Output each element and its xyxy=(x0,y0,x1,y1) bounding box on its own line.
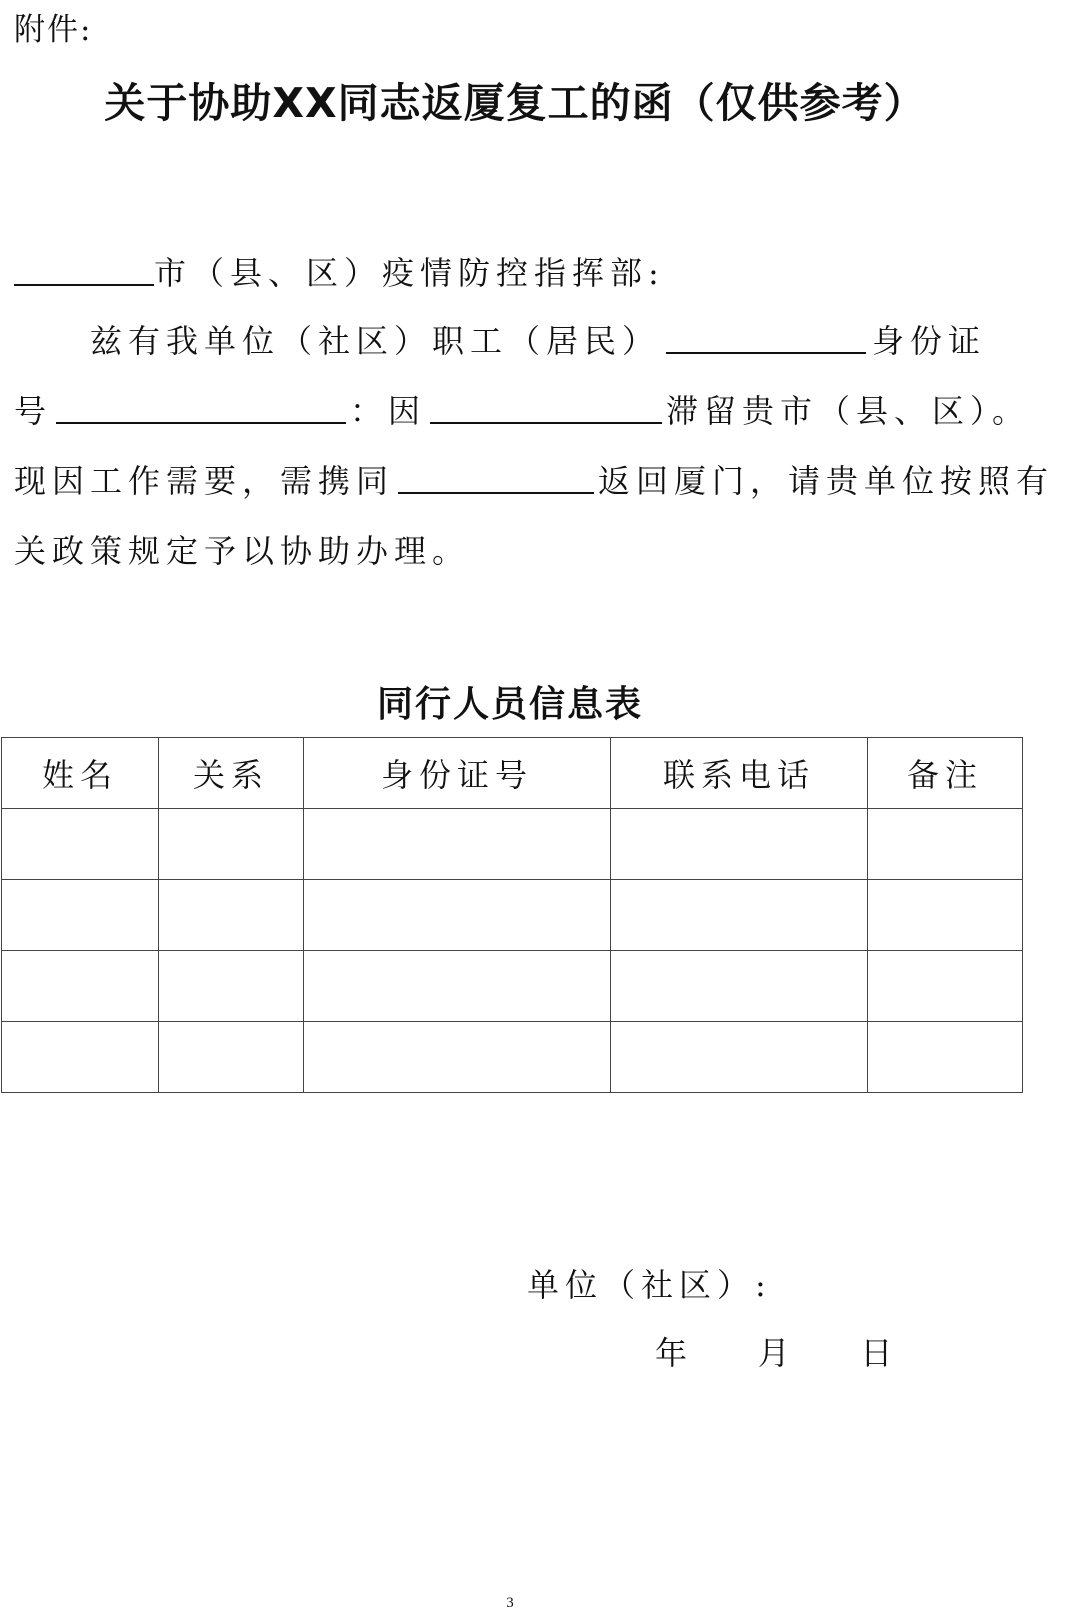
page-number: 3 xyxy=(506,1595,514,1611)
table-title: 同行人员信息表 xyxy=(376,684,643,725)
table-cell[interactable] xyxy=(611,809,868,880)
table-cell[interactable] xyxy=(868,880,1023,951)
body-line-1 xyxy=(90,316,986,362)
header-name: 姓名 xyxy=(2,738,159,809)
attachment-label: 附件: xyxy=(14,12,93,48)
table-cell[interactable] xyxy=(2,1022,159,1093)
signature-unit-label: 单位（社区）: xyxy=(527,1266,772,1304)
body-line-4: 关政策规定予以协助办理。 xyxy=(14,532,471,570)
companion-info-table xyxy=(1,737,1023,1093)
header-remarks: 备注 xyxy=(868,738,1023,809)
blank-companions[interactable] xyxy=(398,462,594,494)
table-row xyxy=(2,809,1023,880)
table-cell[interactable] xyxy=(304,809,611,880)
table-cell[interactable] xyxy=(159,880,304,951)
table-cell[interactable] xyxy=(159,951,304,1022)
blank-id-number[interactable] xyxy=(56,392,346,424)
table-cell[interactable] xyxy=(868,951,1023,1022)
table-cell[interactable] xyxy=(304,1022,611,1093)
table-cell[interactable] xyxy=(159,1022,304,1093)
header-id-number: 身份证号 xyxy=(304,738,611,809)
body-line-3-end: 返回厦门，请贵单位按照有 xyxy=(598,462,1055,500)
table-cell[interactable] xyxy=(304,951,611,1022)
table-row xyxy=(2,880,1023,951)
table-cell[interactable] xyxy=(868,809,1023,880)
header-phone: 联系电话 xyxy=(611,738,868,809)
table-cell[interactable] xyxy=(611,1022,868,1093)
table-cell[interactable] xyxy=(2,880,159,951)
body-line-2 xyxy=(14,386,1030,432)
salutation-text: 市（县、区）疫情防控指挥部: xyxy=(154,254,665,292)
blank-employee-name[interactable] xyxy=(666,322,866,354)
body-line-1-end: 身份证 xyxy=(872,322,987,360)
signature-date-label: 年 月 日 xyxy=(655,1334,899,1372)
body-line-1-start: 兹有我单位（社区）职工（居民） xyxy=(90,322,661,360)
table-cell[interactable] xyxy=(868,1022,1023,1093)
table-cell[interactable] xyxy=(611,951,868,1022)
table-cell[interactable] xyxy=(159,809,304,880)
body-line-2-end: 滞留贵市（县、区）。 xyxy=(666,392,1031,430)
salutation-line xyxy=(14,248,665,294)
table-row xyxy=(2,951,1023,1022)
table-cell[interactable] xyxy=(611,880,868,951)
body-line-2-mid: ：因 xyxy=(350,392,427,430)
table-cell[interactable] xyxy=(2,809,159,880)
blank-reason[interactable] xyxy=(430,392,662,424)
blank-city[interactable] xyxy=(14,254,154,286)
body-line-2-start: 号 xyxy=(14,392,53,430)
table-cell[interactable] xyxy=(304,880,611,951)
page-title: 关于协助XX同志返厦复工的函（仅供参考） xyxy=(104,79,926,127)
table-header-row xyxy=(2,738,1023,809)
table-row xyxy=(2,1022,1023,1093)
body-line-3-start: 现因工作需要，需携同 xyxy=(14,462,395,500)
body-line-3 xyxy=(14,456,1054,502)
header-relation: 关系 xyxy=(159,738,304,809)
table-cell[interactable] xyxy=(2,951,159,1022)
